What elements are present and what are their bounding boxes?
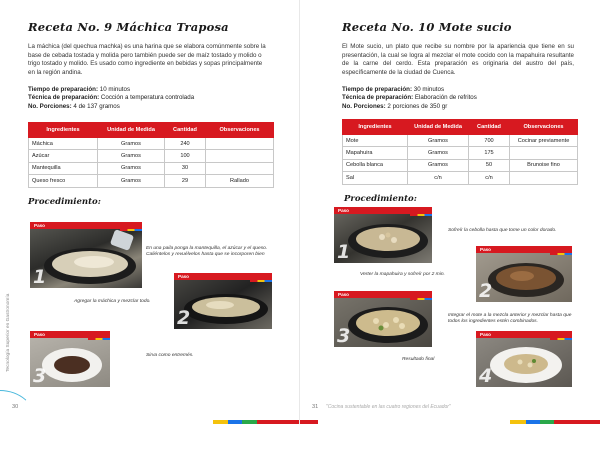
col-ingredients: Ingredientes xyxy=(343,120,408,135)
step-caption-1: En una paila ponga la mantequilla, el azúcar y el queso. Caliéntelos y revuélvelos hasta que se incorporen bien xyxy=(146,246,268,258)
color-stripe xyxy=(88,338,110,340)
col-quantity: Cantidad xyxy=(165,123,206,138)
table-cell: Cebolla blanca xyxy=(343,159,408,171)
col-quantity: Cantidad xyxy=(469,120,510,135)
decorative-arc xyxy=(0,390,36,452)
table-row xyxy=(29,150,274,162)
step-caption-2: Verter la mapahuira y sofreír por 2 min. xyxy=(360,272,445,277)
table-cell: 100 xyxy=(165,150,206,162)
technique-value: Cocción a temperatura controlada xyxy=(100,94,195,102)
page-number: 31 xyxy=(312,404,319,410)
table-cell: Azúcar xyxy=(29,150,98,162)
color-stripe xyxy=(410,214,432,216)
table-cell: Brunoise fino xyxy=(510,159,578,171)
procedure-title: Procedimiento: xyxy=(344,194,417,204)
table-cell: Gramos xyxy=(98,175,165,187)
table-cell: 50 xyxy=(469,159,510,171)
color-bar xyxy=(228,420,242,424)
step-badge: Paso xyxy=(476,246,572,253)
table-cell: 29 xyxy=(165,175,206,187)
color-stripe xyxy=(550,338,572,340)
side-text: Tecnología Superior en Gastronomía xyxy=(6,293,11,372)
table-cell xyxy=(206,138,274,150)
table-cell: Mapahuira xyxy=(343,147,408,159)
prep-time-label: Tiempo de preparación: xyxy=(342,86,413,93)
ingredients-table xyxy=(28,122,274,188)
prep-time-label: Tiempo de preparación: xyxy=(28,86,99,93)
step-number: 3 xyxy=(337,325,351,347)
table-cell: c/n xyxy=(469,172,510,184)
recipe-title: Receta No. 10 Mote sucio xyxy=(342,20,512,34)
procedure-title: Procedimiento: xyxy=(28,197,101,207)
table-header-row xyxy=(29,123,274,138)
portions-label: No. Porciones: xyxy=(342,102,386,110)
table-cell xyxy=(510,172,578,184)
step-badge: Paso xyxy=(174,273,272,280)
technique-value: Elaboración de refritos xyxy=(414,94,477,102)
portions-label: No. Porciones: xyxy=(28,102,72,110)
table-cell: Máchica xyxy=(29,138,98,150)
col-unit: Unidad de Medida xyxy=(98,123,165,138)
footer-text: "Cocina sustentable en las cuatro regiones del Ecuador" xyxy=(326,404,451,410)
color-stripe xyxy=(120,229,142,231)
step-caption-3: Sirva como entremés. xyxy=(146,353,194,358)
color-bar xyxy=(526,420,540,424)
table-cell: 700 xyxy=(469,135,510,147)
step-badge: Paso xyxy=(334,291,432,298)
table-cell: c/n xyxy=(408,172,469,184)
table-cell: 240 xyxy=(165,138,206,150)
step-caption-3: Integrar el mote a la mezcla anterior y mezclar hasta que todos los ingredientes estén combinados. xyxy=(448,313,572,325)
table-row xyxy=(343,135,578,147)
recipe-description: La máchica (del quechua machka) es una harina que se elabora comúnmente sobre la base de cebada tostada y molida pero también puede ser de maíz tostado y molido o trigo tostado y molido. Es usado como ingrediente en bebidas y sopas principalmente en la región andina. xyxy=(28,43,266,76)
table-cell: Mantequilla xyxy=(29,162,98,174)
table-cell: 175 xyxy=(469,147,510,159)
step-number: 4 xyxy=(479,365,493,387)
step-badge: Paso xyxy=(476,331,572,338)
col-unit: Unidad de Medida xyxy=(408,120,469,135)
ingredients-table xyxy=(342,119,578,185)
right-page xyxy=(300,0,600,424)
color-bar xyxy=(300,420,318,424)
color-bar xyxy=(213,420,228,424)
table-row xyxy=(29,138,274,150)
step-number: 2 xyxy=(479,280,493,302)
table-cell: Gramos xyxy=(408,159,469,171)
color-bar xyxy=(540,420,554,424)
table-cell: Queso fresco xyxy=(29,175,98,187)
table-header-row xyxy=(343,120,578,135)
color-bar xyxy=(257,420,300,424)
table-row xyxy=(29,162,274,174)
table-cell: Gramos xyxy=(98,162,165,174)
table-cell xyxy=(510,147,578,159)
recipe-info xyxy=(28,86,194,111)
step-photo-1 xyxy=(30,222,142,288)
table-row xyxy=(343,159,578,171)
step-photo-4 xyxy=(476,331,572,387)
step-caption-4: Resultado final xyxy=(402,357,435,362)
table-cell: Gramos xyxy=(98,150,165,162)
step-caption-1: Sofreír la cebolla hasta que tome un color dorado. xyxy=(448,228,557,233)
table-cell: Sal xyxy=(343,172,408,184)
step-number: 2 xyxy=(177,307,191,329)
table-row xyxy=(343,172,578,184)
technique-label: Técnica de preparación: xyxy=(28,94,100,102)
table-cell: Gramos xyxy=(408,147,469,159)
table-cell: Gramos xyxy=(408,135,469,147)
color-stripe xyxy=(410,298,432,300)
table-cell xyxy=(206,162,274,174)
col-ingredients: Ingredientes xyxy=(29,123,98,138)
color-bar xyxy=(242,420,257,424)
recipe-title: Receta No. 9 Máchica Traposa xyxy=(28,20,229,34)
step-caption-2: Agregar la máchica y mezclar todo. xyxy=(74,299,151,304)
table-cell: Rallado xyxy=(206,175,274,187)
recipe-info xyxy=(342,86,477,111)
step-badge: Paso xyxy=(30,331,110,338)
table-row xyxy=(343,147,578,159)
table-cell: 30 xyxy=(165,162,206,174)
prep-time-value: 10 minutos xyxy=(99,86,131,93)
step-photo-3 xyxy=(30,331,110,387)
pan-illustration xyxy=(30,222,142,288)
step-photo-2 xyxy=(174,273,272,329)
table-cell: Cocinar previamente xyxy=(510,135,578,147)
col-observations: Observaciones xyxy=(510,120,578,135)
left-page xyxy=(0,0,300,424)
table-row xyxy=(29,175,274,187)
col-observations: Observaciones xyxy=(206,123,274,138)
page-number: 30 xyxy=(12,404,19,410)
table-cell: Mote xyxy=(343,135,408,147)
table-cell xyxy=(206,150,274,162)
step-number: 1 xyxy=(337,241,351,263)
recipe-description: El Mote sucio, un plato que recibe su nombre por la apariencia que tiene en su presentación, la cual se logra al mezclar el mote cocido con la mapahuira resultante de la carne del cerdo. Esta preparación es originaria del austro del país, específicamente de la ciudad de Cuenca. xyxy=(342,43,574,76)
step-badge: Paso xyxy=(30,222,142,229)
color-stripe xyxy=(250,280,272,282)
portions-value: 4 de 137 gramos xyxy=(73,102,120,110)
prep-time-value: 30 minutos xyxy=(413,86,445,93)
step-photo-3 xyxy=(334,291,432,347)
portions-value: 2 porciones de 350 gr xyxy=(387,102,448,110)
step-number: 3 xyxy=(33,365,47,387)
technique-label: Técnica de preparación: xyxy=(342,94,414,102)
step-badge: Paso xyxy=(334,207,432,214)
step-photo-1 xyxy=(334,207,432,263)
step-number: 1 xyxy=(33,266,47,288)
color-bar xyxy=(510,420,526,424)
table-cell: Gramos xyxy=(98,138,165,150)
color-bar xyxy=(554,420,600,424)
color-stripe xyxy=(550,253,572,255)
step-photo-2 xyxy=(476,246,572,302)
